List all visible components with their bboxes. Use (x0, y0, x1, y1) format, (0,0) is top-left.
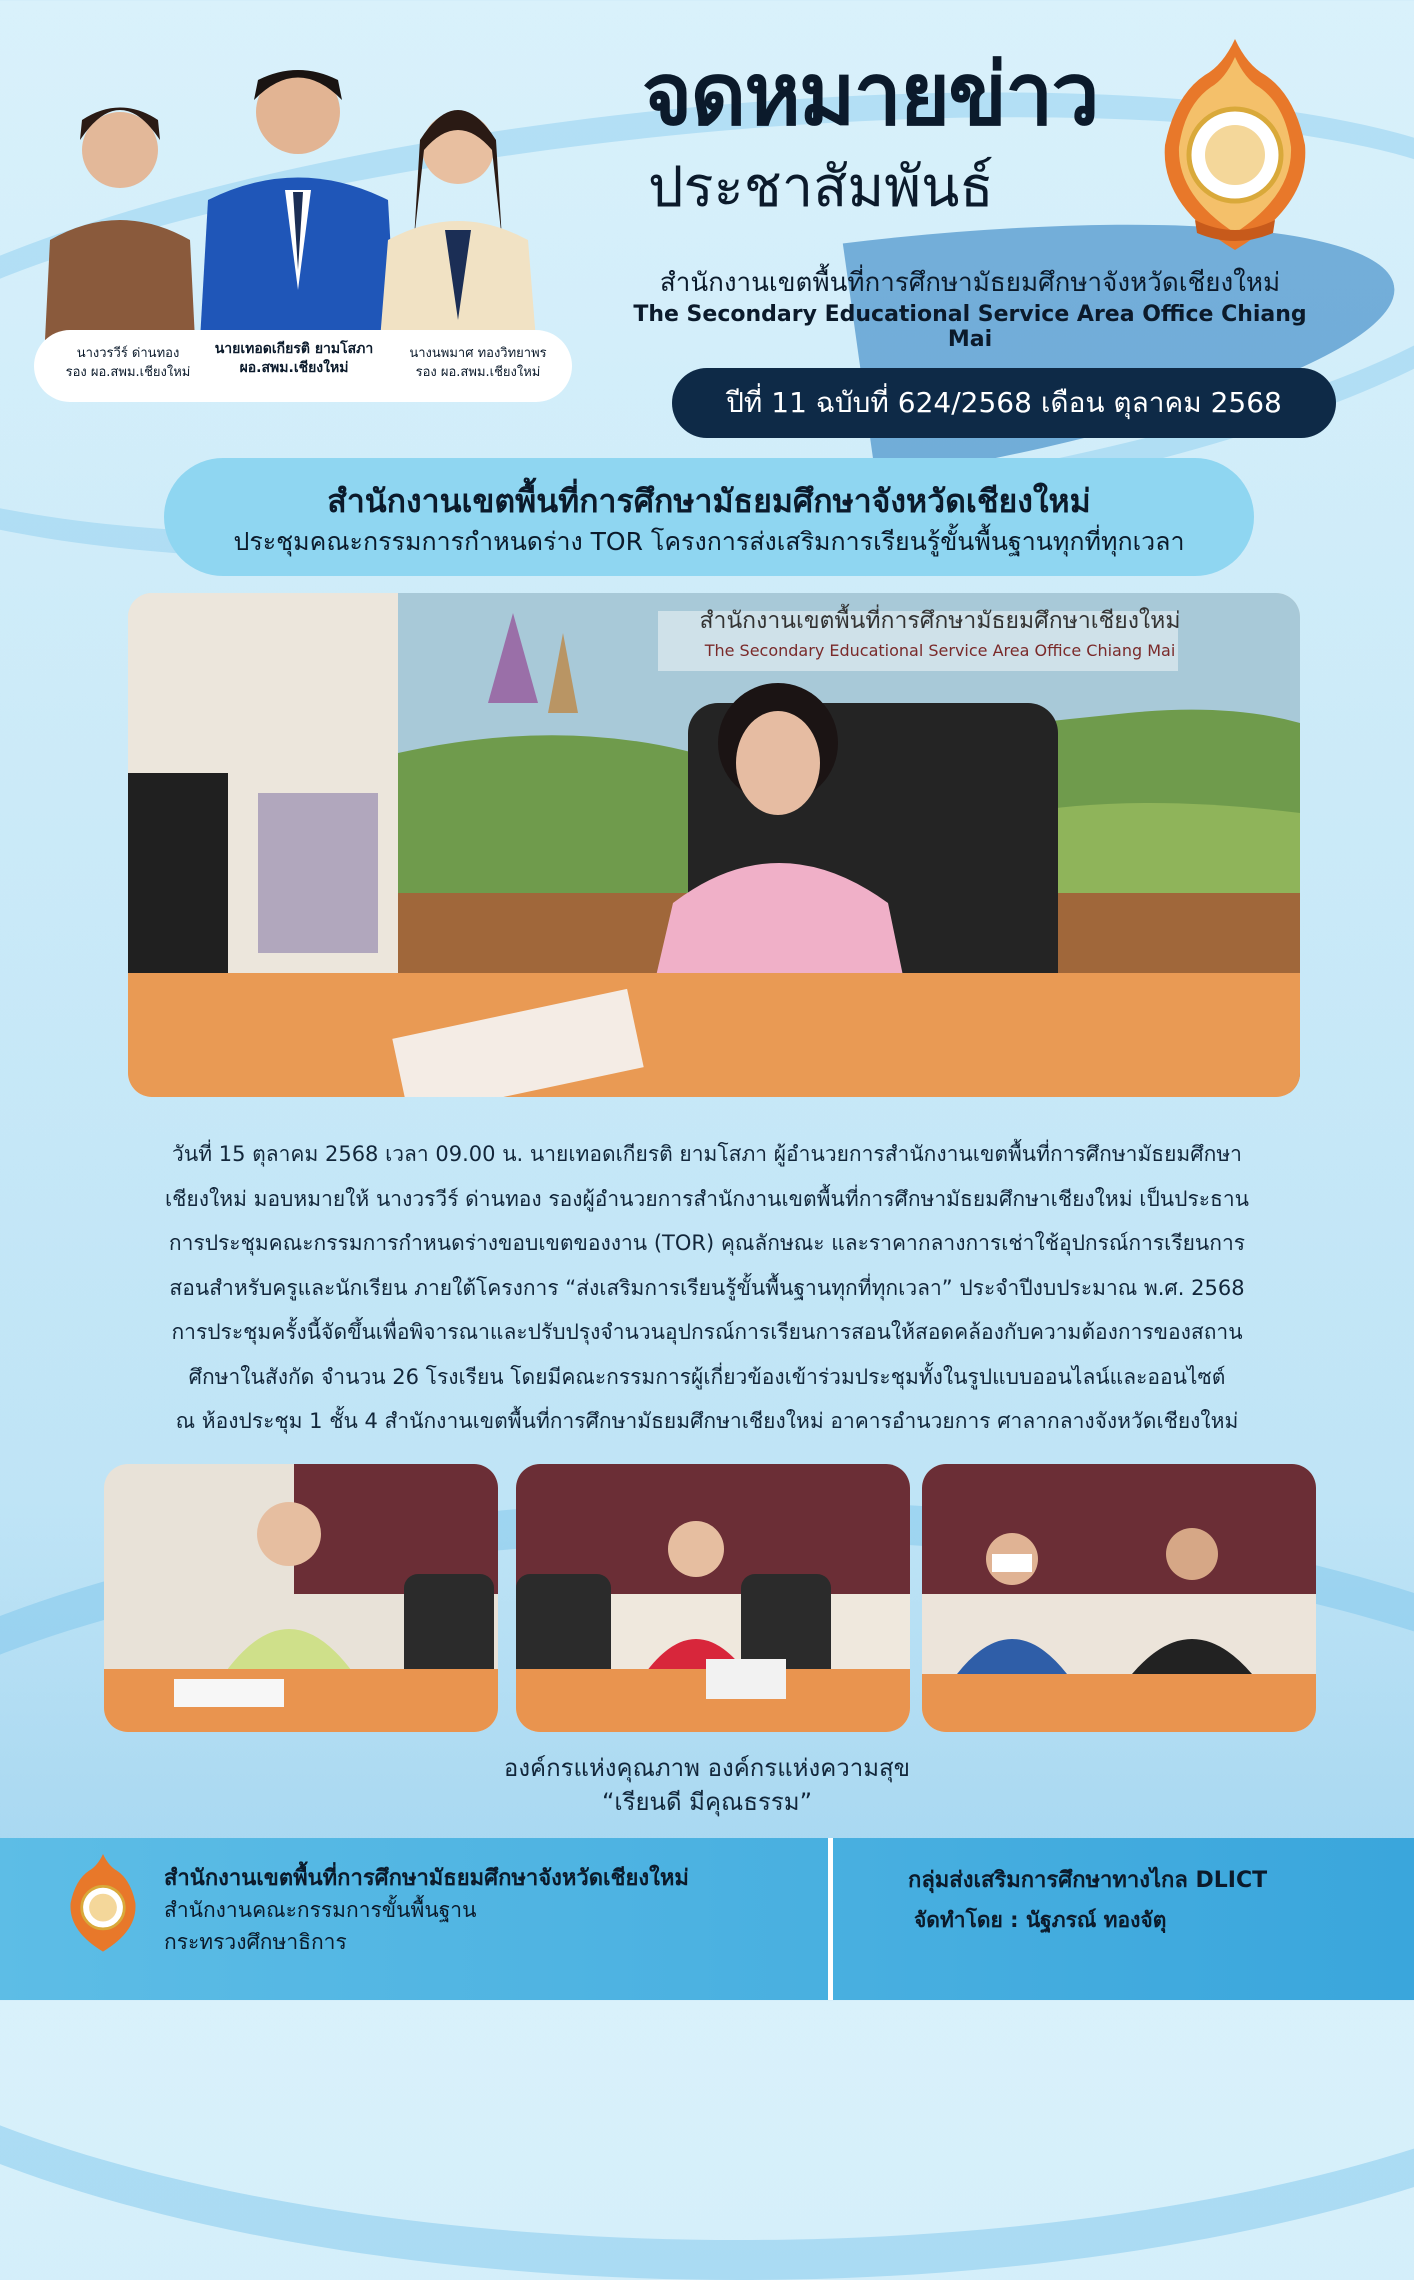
person-role: รอง ผอ.สพม.เชียงใหม่ (65, 365, 191, 380)
article-line: เชียงใหม่ มอบหมายให้ นางวรวีร์ ด่านทอง รองผู้อำนวยการสำนักงานเขตพื้นที่การศึกษามัธยมศึกษาเชียงใหม่ เป็นประธาน (165, 1186, 1249, 1211)
gallery-photo-1 (104, 1464, 498, 1732)
footer-org-name: สำนักงานเขตพื้นที่การศึกษามัธยมศึกษาจังหวัดเชียงใหม่ (164, 1866, 689, 1891)
footer-seal-icon (66, 1852, 140, 1954)
footer-ministry: กระทรวงศึกษาธิการ (164, 1930, 347, 1954)
photo-banner-thai: สำนักงานเขตพื้นที่การศึกษามัธยมศึกษาเชียงใหม่ (699, 608, 1181, 634)
meeting-photo-illustration (128, 593, 1300, 1097)
article-line: สอนสำหรับครูและนักเรียน ภายใต้โครงการ “ส่งเสริมการเรียนรู้ขั้นพื้นฐานทุกที่ทุกเวลา” ประจำปีงบประมาณ พ.ศ. 2568 (169, 1275, 1245, 1300)
gallery-photo-2 (516, 1464, 910, 1732)
person-name: นางนพมาศ ทองวิทยาพร (409, 346, 547, 361)
motto-slogan: “เรียนดี มีคุณธรรม” (601, 1788, 813, 1816)
person-role: รอง ผอ.สพม.เชียงใหม่ (415, 365, 541, 380)
person-caption (196, 340, 392, 378)
article-line: การประชุมคณะกรรมการกำหนดร่างขอบเขตของงาน (TOR) คุณลักษณะ และราคากลางการเช่าใช้อุปกรณ์การเรียนการ (168, 1231, 1246, 1255)
article-line: วันที่ 15 ตุลาคม 2568 เวลา 09.00 น. นายเทอดเกียรติ ยามโสภา ผู้อำนวยการสำนักงานเขตพื้นที่การศึกษามัธยมศึกษา (172, 1142, 1242, 1166)
office-name-english: The Secondary Educational Service Area Office Chiang Mai (633, 302, 1307, 352)
headline-title: สำนักงานเขตพื้นที่การศึกษามัธยมศึกษาจังหวัดเชียงใหม่ (327, 482, 1091, 520)
motto-line: องค์กรแห่งคุณภาพ องค์กรแห่งความสุข (503, 1754, 911, 1782)
footer-group-name: กลุ่มส่งเสริมการศึกษาทางไกล DLICT (908, 1868, 1268, 1893)
gallery-illustration (516, 1464, 910, 1732)
person-caption (392, 344, 564, 382)
headline-subtitle: ประชุมคณะกรรมการกำหนดร่าง TOR โครงการส่งเสริมการเรียนรู้ขั้นพื้นฐานทุกที่ทุกเวลา (233, 527, 1185, 556)
newsletter-subtitle: ประชาสัมพันธ์ (648, 155, 994, 220)
gallery-illustration (104, 1464, 498, 1732)
article-line: ศึกษาในสังกัด จำนวน 26 โรงเรียน โดยมีคณะกรรมการผู้เกี่ยวข้องเข้าร่วมประชุมทั้งในรูปแบบออนไลน์และออนไซต์ (188, 1364, 1226, 1389)
person-name: นายเทอดเกียรติ ยามโสภา (214, 341, 374, 357)
seal-emblem-icon (1155, 35, 1315, 255)
photo-banner-english: The Secondary Educational Service Area Office Chiang Mai (704, 641, 1176, 660)
article-body (120, 1132, 1294, 1444)
main-photo (128, 593, 1300, 1097)
gallery-illustration (922, 1464, 1316, 1732)
office-name-thai: สำนักงานเขตพื้นที่การศึกษามัธยมศึกษาจังหวัดเชียงใหม่ (659, 268, 1281, 298)
person-caption (48, 344, 208, 382)
footer-divider (828, 1838, 833, 2000)
person-name: นางวรวีร์ ด่านทอง (76, 346, 180, 361)
people-illustration (40, 40, 570, 340)
footer (0, 1838, 1414, 2000)
article-line: ณ ห้องประชุม 1 ชั้น 4 สำนักงานเขตพื้นที่การศึกษามัธยมศึกษาเชียงใหม่ อาคารอำนวยการ ศาลากลางจังหวัดเชียงใหม่ (175, 1409, 1239, 1433)
footer-org-parent: สำนักงานคณะกรรมการขั้นพื้นฐาน (164, 1898, 477, 1922)
person-role: ผอ.สพม.เชียงใหม่ (239, 360, 349, 376)
footer-credit: จัดทำโดย : นัฐภรณ์ ทองจัตุ (914, 1908, 1167, 1932)
gallery-photo-3 (922, 1464, 1316, 1732)
issue-badge: ปีที่ 11 ฉบับที่ 624/2568 เดือน ตุลาคม 2568 (672, 368, 1336, 438)
article-line: การประชุมครั้งนี้จัดขึ้นเพื่อพิจารณาและปรับปรุงจำนวนอุปกรณ์การเรียนการสอนให้สอดคล้องกับความต้องการของสถาน (171, 1320, 1243, 1344)
newsletter-title: จดหมายข่าว (642, 45, 1098, 145)
